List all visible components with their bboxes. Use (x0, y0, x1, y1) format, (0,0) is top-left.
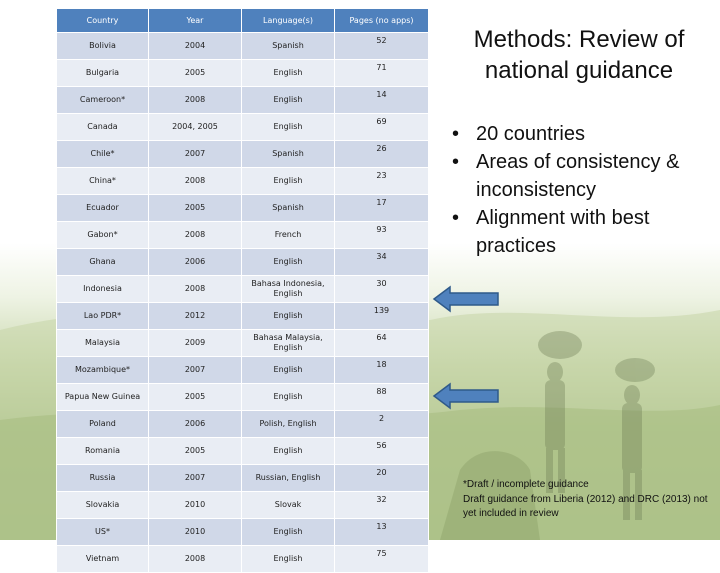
cell-language: Slovak (242, 492, 335, 519)
cell-country: Romania (57, 438, 149, 465)
bullet-item: • Areas of consistency & inconsistency (452, 151, 680, 201)
header-pages: Pages (no apps) (335, 9, 429, 33)
cell-year: 2010 (149, 519, 242, 546)
cell-language: Spanish (242, 33, 335, 60)
cell-country: Poland (57, 411, 149, 438)
slide-title: Methods: Review of national guidance (473, 26, 685, 84)
cell-pages: 18 (335, 357, 429, 384)
bullet-item: • Alignment with best practices (452, 207, 650, 257)
cell-pages: 64 (335, 330, 429, 357)
cell-country: US* (57, 519, 149, 546)
cell-pages: 69 (335, 114, 429, 141)
cell-year: 2007 (149, 141, 242, 168)
cell-country: Ecuador (57, 195, 149, 222)
guidance-table (56, 8, 429, 573)
cell-year: 2005 (149, 384, 242, 411)
cell-year: 2004 (149, 33, 242, 60)
bullet-list (452, 120, 714, 260)
table-row (57, 465, 429, 492)
cell-country: Bulgaria (57, 60, 149, 87)
cell-year: 2010 (149, 492, 242, 519)
cell-language: English (242, 546, 335, 573)
footnote-pending: Draft guidance from Liberia (2012) and DRC (2013) not yet included in review (463, 493, 708, 519)
bullet-item: • 20 countries (452, 123, 585, 145)
cell-pages: 23 (335, 168, 429, 195)
table-row (57, 168, 429, 195)
cell-language: Polish, English (242, 411, 335, 438)
cell-language: French (242, 222, 335, 249)
cell-pages: 17 (335, 195, 429, 222)
cell-language: English (242, 249, 335, 276)
cell-language: Spanish (242, 141, 335, 168)
cell-country: China* (57, 168, 149, 195)
cell-pages: 26 (335, 141, 429, 168)
cell-country: Mozambique* (57, 357, 149, 384)
cell-language: English (242, 168, 335, 195)
cell-pages: 139 (335, 303, 429, 330)
table-body (57, 33, 429, 573)
table-row (57, 60, 429, 87)
cell-year: 2007 (149, 357, 242, 384)
table-row (57, 303, 429, 330)
table-row (57, 438, 429, 465)
cell-country: Cameroon* (57, 87, 149, 114)
table-row (57, 114, 429, 141)
cell-year: 2012 (149, 303, 242, 330)
cell-year: 2005 (149, 195, 242, 222)
cell-country: Slovakia (57, 492, 149, 519)
cell-country: Canada (57, 114, 149, 141)
cell-year: 2008 (149, 168, 242, 195)
cell-pages: 71 (335, 60, 429, 87)
table-row (57, 492, 429, 519)
footnote-draft: *Draft / incomplete guidance (463, 479, 589, 490)
cell-year: 2008 (149, 222, 242, 249)
table-row (57, 411, 429, 438)
table-row (57, 87, 429, 114)
cell-year: 2005 (149, 438, 242, 465)
cell-country: Chile* (57, 141, 149, 168)
table-row (57, 33, 429, 60)
cell-country: Ghana (57, 249, 149, 276)
cell-year: 2005 (149, 60, 242, 87)
cell-country: Malaysia (57, 330, 149, 357)
cell-language: English (242, 87, 335, 114)
cell-pages: 30 (335, 276, 429, 303)
cell-country: Vietnam (57, 546, 149, 573)
cell-year: 2006 (149, 249, 242, 276)
table-row (57, 195, 429, 222)
cell-year: 2009 (149, 330, 242, 357)
cell-pages: 52 (335, 33, 429, 60)
table-row (57, 519, 429, 546)
table-header-row (57, 9, 429, 33)
cell-country: Indonesia (57, 276, 149, 303)
cell-country: Lao PDR* (57, 303, 149, 330)
cell-year: 2008 (149, 546, 242, 573)
cell-pages: 2 (335, 411, 429, 438)
cell-pages: 20 (335, 465, 429, 492)
cell-year: 2004, 2005 (149, 114, 242, 141)
cell-language: Bahasa Malaysia, English (242, 330, 335, 357)
cell-year: 2008 (149, 87, 242, 114)
cell-pages: 34 (335, 249, 429, 276)
cell-year: 2008 (149, 276, 242, 303)
cell-country: Gabon* (57, 222, 149, 249)
table-row (57, 357, 429, 384)
cell-pages: 88 (335, 384, 429, 411)
cell-language: Spanish (242, 195, 335, 222)
cell-pages: 93 (335, 222, 429, 249)
cell-language: English (242, 438, 335, 465)
left-arrow-icon (432, 382, 502, 410)
table-row (57, 141, 429, 168)
table-row (57, 249, 429, 276)
table-row (57, 276, 429, 303)
header-language: Language(s) (242, 9, 335, 33)
table-row (57, 546, 429, 573)
cell-language: English (242, 60, 335, 87)
cell-language: English (242, 114, 335, 141)
cell-year: 2007 (149, 465, 242, 492)
cell-language: Russian, English (242, 465, 335, 492)
cell-year: 2006 (149, 411, 242, 438)
cell-pages: 14 (335, 87, 429, 114)
cell-language: English (242, 357, 335, 384)
cell-pages: 13 (335, 519, 429, 546)
table-row (57, 330, 429, 357)
table-row (57, 222, 429, 249)
cell-country: Papua New Guinea (57, 384, 149, 411)
cell-language: English (242, 384, 335, 411)
table-row (57, 384, 429, 411)
left-arrow-icon (432, 285, 502, 313)
cell-language: English (242, 303, 335, 330)
header-year: Year (149, 9, 242, 33)
cell-language: Bahasa Indonesia, English (242, 276, 335, 303)
header-country: Country (57, 9, 149, 33)
cell-country: Russia (57, 465, 149, 492)
footnote (463, 478, 713, 522)
cell-language: English (242, 519, 335, 546)
cell-country: Bolivia (57, 33, 149, 60)
cell-pages: 75 (335, 546, 429, 573)
cell-pages: 32 (335, 492, 429, 519)
cell-pages: 56 (335, 438, 429, 465)
